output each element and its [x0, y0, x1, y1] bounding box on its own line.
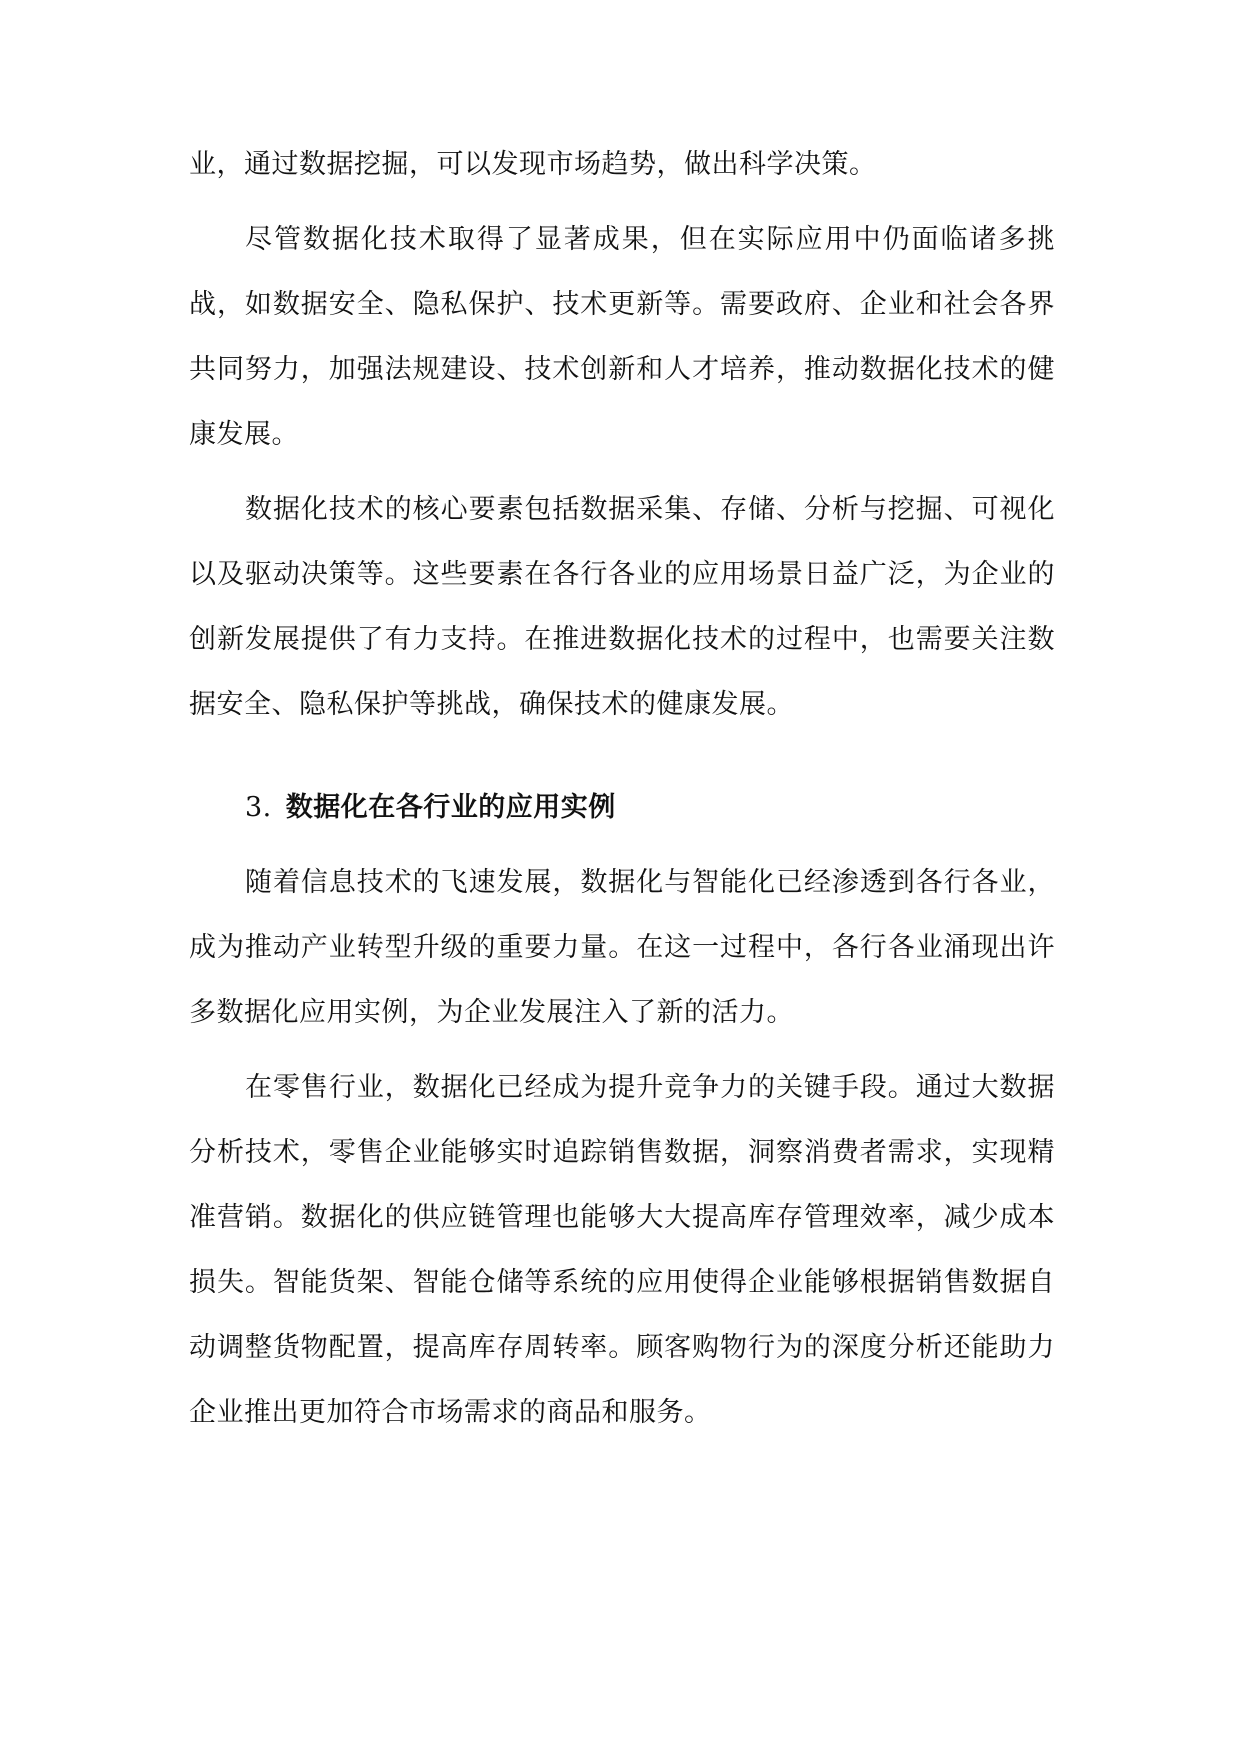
section-title: 数据化在各行业的应用实例	[285, 792, 616, 823]
document-body	[189, 148, 1055, 1445]
section-number: 3.	[245, 792, 272, 823]
paragraph-industry-intro: 随着信息技术的飞速发展，数据化与智能化已经渗透到各行各业，成为推动产业转型升级的重要力量。在这一过程中，各行各业涌现出许多数据化应用实例，为企业发展注入了新的活力。	[189, 867, 1055, 1028]
section-heading	[189, 775, 1055, 840]
paragraph-continuation: 业，通过数据挖掘，可以发现市场趋势，做出科学决策。	[189, 149, 877, 180]
paragraph-retail: 在零售行业，数据化已经成为提升竞争力的关键手段。通过大数据分析技术，零售企业能够实时追踪销售数据，洞察消费者需求，实现精准营销。数据化的供应链管理也能够大大提高库存管理效率，减少成本损失。智能货架、智能仓储等系统的应用使得企业能够根据销售数据自动调整货物配置，提高库存周转率。顾客购物行为的深度分析还能助力企业推出更加符合市场需求的商品和服务。	[189, 1072, 1055, 1428]
paragraph-core-elements: 数据化技术的核心要素包括数据采集、存储、分析与挖掘、可视化以及驱动决策等。这些要素在各行各业的应用场景日益广泛，为企业的创新发展提供了有力支持。在推进数据化技术的过程中，也需要关注数据安全、隐私保护等挑战，确保技术的健康发展。	[189, 494, 1055, 720]
paragraph-challenges: 尽管数据化技术取得了显著成果，但在实际应用中仍面临诸多挑战，如数据安全、隐私保护、技术更新等。需要政府、企业和社会各界共同努力，加强法规建设、技术创新和人才培养，推动数据化技术的健康发展。	[189, 224, 1055, 450]
